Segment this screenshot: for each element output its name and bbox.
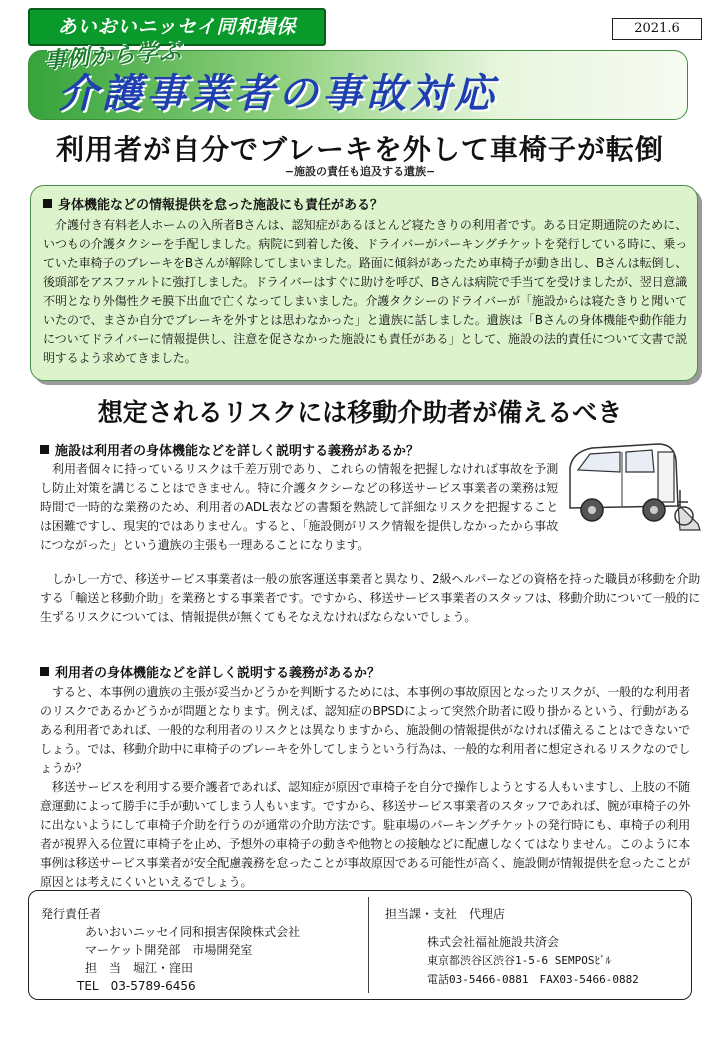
question-2-heading xyxy=(40,662,380,681)
publisher-department: マーケット開発部 市場開発室 xyxy=(85,943,253,957)
case-headline: 利用者が自分でブレーキを外して車椅子が転倒 xyxy=(56,133,664,166)
banner-title: 介護事業者の事故対応 xyxy=(58,71,498,117)
publisher-label: 発行責任者 xyxy=(41,907,102,921)
square-bullet-icon xyxy=(40,445,49,454)
question-1-body-b xyxy=(40,570,700,627)
question-1-body-a xyxy=(40,460,558,555)
agency-label: 担当課・支社 代理店 xyxy=(385,907,506,921)
case-box-heading-text: 身体機能などの情報提供を怠った施設にも責任がある？ xyxy=(58,198,384,213)
question-2-paragraph-b: 移送サービスを利用する要介護者であれば、認知症が原因で車椅子を自分で操作しようとする人もいますし、上肢の不随意運動によって勝手に手が動いてしまう人もいます。ですから、移送サービス事業者のスタッフであれば、腕が車椅子の外に出ないようにして車椅子介助を行うのが通常の介助方法です。駐車場のパーキングチケットの発行時にも、車椅子の利用者が視界入る位置に車椅子を止め、予想外の車椅子の動きや他物との接触などに配慮しなくてはなりません。このように本事例は移送サービス事業者が安全配慮義務を怠ったことが事故原因である可能性が高く、施設側が情報提供を怠ったことが原因とは考えにくいといえるでしょう。 xyxy=(40,780,690,889)
wheelchair-van-illustration-icon xyxy=(562,430,702,538)
question-1-heading xyxy=(40,440,419,459)
question-2-body xyxy=(40,683,690,892)
footer-divider xyxy=(368,897,369,993)
question-1-paragraph-a: 利用者個々に持っているリスクは千差万別であり、これらの情報を把握しなければ事故を予測し防止対策を講じることはできません。特に介護タクシーなどの移送サービス事業者の業務は短時間で一時的な業務のため、利用者のADL表などの書類を熟読して詳細なリスクを把握することは困難ですし、現実的ではありません。すると、「施設側がリスク情報を提供しなかったから事故につながった」という遺族の主張も一理あることになります。 xyxy=(40,462,558,552)
case-box-body: 介護付き有料老人ホームの入所者Bさんは、認知症があるほとんど寝たきりの利用者です。ある日定期通院のために、いつもの介護タクシーを手配しました。病院に到着した後、ドライバーがパーキングチケットを発行している時に、乗っていた車椅子のブレーキをBさんが解除してしまいました。路面に傾斜があったため車椅子が動き出し、Bさんは転倒し、後頭部をアスファルトに強打しました。ドライバーはすぐに助けを呼び、Bさんは病院で手当てを受けましたが、翌日意識不明となり外傷性クモ膜下出血で亡くなってしまいました。介護タクシーのドライバーが「施設からは寝たきりと聞いていたので、まさか自分でブレーキを外すとは思わなかった」と遺族に話しました。遺族は「Bさんの身体機能や動作能力についてドライバーに情報提供し、注意を促さなかった施設にも責任がある」として、施設の法的責任について文書で説明するよう求めてきました。 xyxy=(43,218,687,365)
question-2-paragraph-a: すると、本事例の遺族の主張が妥当かどうかを判断するためには、本事例の事故原因となったリスクが、一般的な利用者のリスクであるかどうかが問題となります。例えば、認知症のBPSDによって突然介助者に殴り掛かるという、行動があるある利用者であれば、一般的な利用者のリスクとは異なりますから、施設側の情報提供がなければ備えることはできないでしょう。では、移動介助中に車椅子のブレーキを外してしまうという行為は、一般的な利用者に想定されるリスクなのでしょうか？ xyxy=(40,685,690,775)
case-summary-box xyxy=(30,185,698,381)
square-bullet-icon xyxy=(43,199,52,208)
agency-name: 株式会社福祉施設共済会 xyxy=(427,935,560,949)
agency-phone: 電話03-5466-0881 FAX03-5466-0882 xyxy=(427,973,639,986)
case-subheadline: −施設の責任も追及する遺族− xyxy=(284,165,436,178)
question-1-paragraph-b: しかし一方で、移送サービス事業者は一般の旅客運送事業者と異なり、2級ヘルパーなどの資格を持った職員が移動を介助する「輸送と移動介助」を業務とする事業者です。ですから、移送サービス事業者のスタッフは、移動介助について一般的に生ずるリスクについては、情報提供が無くてもそなえなければならないでしょう。 xyxy=(40,572,700,624)
agency-address: 東京都渋谷区渋谷1-5-6 SEMPOSﾋﾞﾙ xyxy=(427,954,611,967)
square-bullet-icon xyxy=(40,667,49,676)
question-1-heading-text: 施設は利用者の身体機能などを詳しく説明する義務があるか？ xyxy=(55,444,420,459)
issue-date: 2021.6 xyxy=(612,18,702,40)
case-box-heading xyxy=(43,194,687,213)
publisher-contact: 担 当 堀江・窪田 xyxy=(85,961,194,975)
question-2-heading-text: 利用者の身体機能などを詳しく説明する義務があるか？ xyxy=(55,666,381,681)
brand-label: あいおいニッセイ同和損保 xyxy=(28,8,326,46)
publisher-footer xyxy=(28,890,692,1000)
publisher-tel: TEL 03-5789-6456 xyxy=(77,979,196,993)
section-title: 想定されるリスクには移動介助者が備えるべき xyxy=(97,398,623,427)
publisher-company: あいおいニッセイ同和損害保険株式会社 xyxy=(85,925,301,939)
banner-kicker: 事例から学ぶ xyxy=(43,39,183,74)
